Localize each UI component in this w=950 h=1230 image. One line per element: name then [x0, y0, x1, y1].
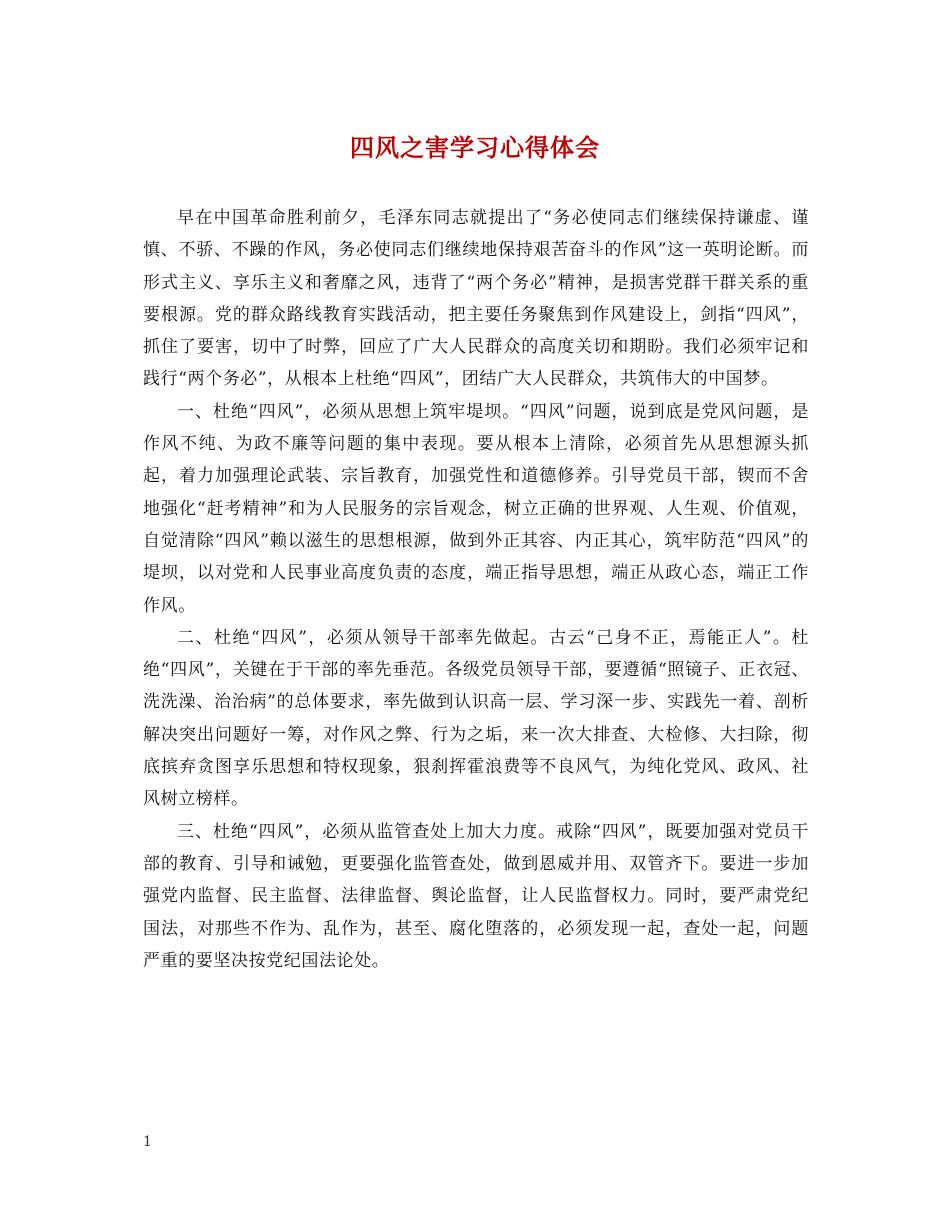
document-body [143, 202, 809, 977]
page-number: 1 [143, 1134, 152, 1150]
paragraph-point-one: 一、杜绝“四风”，必须从思想上筑牢堤坝。“四风”问题，说到底是党风问题，是作风不纯、为政不廉等问题的集中表现。要从根本上清除，必须首先从思想源头抓起，着力加强理论武装、宗旨教育，加强党性和道德修养。引导党员干部，锲而不舍地强化“赶考精神”和为人民服务的宗旨观念，树立正确的世界观、人生观、价值观，自觉清除“四风”赖以滋生的思想根源，做到外正其容、内正其心，筑牢防范“四风”的堤坝，以对党和人民事业高度负责的态度，端正指导思想，端正从政心态，端正工作作风。 [143, 401, 809, 616]
paragraph-point-two: 二、杜绝“四风”，必须从领导干部率先做起。古云“己身不正，焉能正人”。杜绝“四风”，关键在于干部的率先垂范。各级党员领导干部，要遵循“照镜子、正衣冠、洗洗澡、治治病”的总体要求，率先做到认识高一层、学习深一步、实践先一着、剖析解决突出问题好一筹，对作风之弊、行为之垢，来一次大排查、大检修、大扫除，彻底摈弃贪图享乐思想和特权现象，狠刹挥霍浪费等不良风气，为纯化党风、政风、社风树立榜样。 [143, 627, 809, 810]
paragraph-point-three: 三、杜绝“四风”，必须从监管查处上加大力度。戒除“四风”，既要加强对党员干部的教育、引导和诫勉，更要强化监管查处，做到恩威并用、双管齐下。要进一步加强党内监督、民主监督、法律监督、舆论监督，让人民监督权力。同时，要严肃党纪国法，对那些不作为、乱作为，甚至、腐化堕落的，必须发现一起，查处一起，问题严重的要坚决按党纪国法论处。 [143, 821, 809, 971]
paragraph-intro: 早在中国革命胜利前夕，毛泽东同志就提出了“务必使同志们继续保持谦虚、谨慎、不骄、不躁的作风，务必使同志们继续地保持艰苦奋斗的作风”这一英明论断。而形式主义、享乐主义和奢靡之风，违背了“两个务必”精神，是损害党群干群关系的重要根源。党的群众路线教育实践活动，把主要任务聚焦到作风建设上，剑指“四风”，抓住了要害，切中了时弊，回应了广大人民群众的高度关切和期盼。我们必须牢记和践行“两个务必”，从根本上杜绝“四风”，团结广大人民群众，共筑伟大的中国梦。 [143, 208, 809, 390]
document-title: 四风之害学习心得体会 [350, 133, 600, 162]
